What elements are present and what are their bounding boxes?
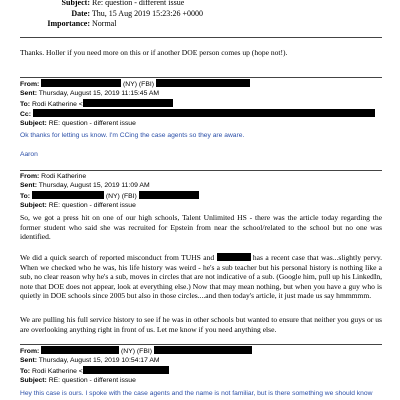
message4-body: Hey this case is ours. I spoke with the case agents and the name is not familiar, but is there something we should know: [20, 390, 373, 397]
message4-sent-label: Sent:: [20, 357, 37, 365]
message2-divider: [20, 77, 382, 78]
message2-subject-value: RE: question - different issue: [48, 120, 136, 128]
message2-header: [20, 79, 375, 128]
redaction: [41, 79, 121, 87]
message2-sent-value: Thursday, August 15, 2019 11:15:45 AM: [38, 90, 160, 98]
redaction: [156, 79, 250, 87]
message3-to-label: To:: [20, 192, 31, 200]
message4-to-value: Rodi Katherine <: [31, 367, 83, 375]
redaction: [83, 99, 173, 107]
message3-subject-value: RE: question - different issue: [48, 201, 136, 209]
redaction: [139, 191, 199, 199]
message4-subject-label: Subject:: [20, 376, 47, 384]
message2-sent-label: Sent:: [20, 90, 37, 98]
date-value: Thu, 15 Aug 2019 15:23:26 +0000: [91, 8, 204, 18]
message3-header: [20, 172, 199, 210]
message4-from-label: From:: [20, 348, 40, 355]
message4-from-suffix: (NY) (FBI): [121, 348, 153, 355]
message3-sent-value: Thursday, August 15, 2019 11:09 AM: [38, 182, 150, 190]
header-divider: [20, 37, 382, 38]
message2-signature: Aaron: [20, 151, 38, 158]
message3-paragraph-3: We are pulling his full service history to see if he was in other schools but wanted to ensure that neither you guys or us are overlooking anything right in front of us. Let me know if you need anything else.: [20, 315, 382, 334]
importance-value: Normal: [92, 19, 117, 28]
message4-subject-value: RE: question - different issue: [48, 376, 136, 384]
redaction: [154, 346, 252, 354]
importance-label: Importance:: [47, 19, 90, 28]
message3-divider: [20, 170, 382, 171]
message3-paragraph-2: [20, 253, 382, 301]
message4-header: [20, 346, 252, 385]
message2-subject-label: Subject:: [20, 120, 47, 128]
message3-paragraph-1: So, we got a press hit on one of our high schools, Talent Unlimited HS - there was the article today regarding the former student who said she was recruited for Epstein from near the school/related to the school but no one was identified.: [20, 213, 382, 242]
redaction: [83, 366, 169, 374]
message3-from-label: From:: [20, 173, 40, 180]
subject-value: Re: question - different issue: [92, 0, 185, 7]
message3-paragraph-2-start: We did a quick search of reported misconduct from TUHS and: [20, 253, 215, 262]
message3-sent-label: Sent:: [20, 182, 37, 190]
message2-from-suffix: (NY) (FBI): [123, 81, 155, 88]
redaction: [33, 109, 375, 117]
subject-label: Subject:: [61, 0, 90, 7]
message2-from-label: From:: [20, 81, 40, 88]
message3-paragraph-2-rest: has a recent case that was...slightly pervy. When we checked who he was, his life history was weird - he's a sub teacher but his personal history is nothing like a sub, no clear reason why he's a sub, moves in circles that are not indicative of a sub. (Google him, pull up his LinkedIn, note that DOE does not appear, look at everything else.) Now that may mean nothing, but when you have a guy who is quietly in DOE schools since 2005 but also in those circles....and then today's article, it just made us say hmmmmm.: [20, 253, 382, 301]
message3-subject-label: Subject:: [20, 201, 47, 209]
message2-cc-label: Cc:: [20, 110, 31, 118]
message4-sent-value: Thursday, August 15, 2019 10:54:17 AM: [38, 357, 160, 365]
message2-to-label: To:: [20, 100, 31, 108]
message1-body: Thanks. Holler if you need more on this or if another DOE person comes up (hope not!).: [20, 48, 288, 57]
redaction: [41, 346, 119, 354]
message3-to-suffix: (NY) (FBI): [105, 192, 137, 200]
date-label: Date:: [71, 8, 90, 18]
redaction: [32, 191, 104, 199]
message3-from-value: Rodi Katherine: [41, 173, 87, 180]
redaction: [217, 253, 251, 261]
top-header: [40, 0, 203, 30]
message4-divider: [20, 344, 382, 345]
message4-to-label: To:: [20, 367, 31, 375]
message2-body: Ok thanks for letting us know. I'm CCing the case agents so they are aware.: [20, 132, 245, 139]
message2-to-value: Rodi Katherine <: [31, 100, 83, 108]
